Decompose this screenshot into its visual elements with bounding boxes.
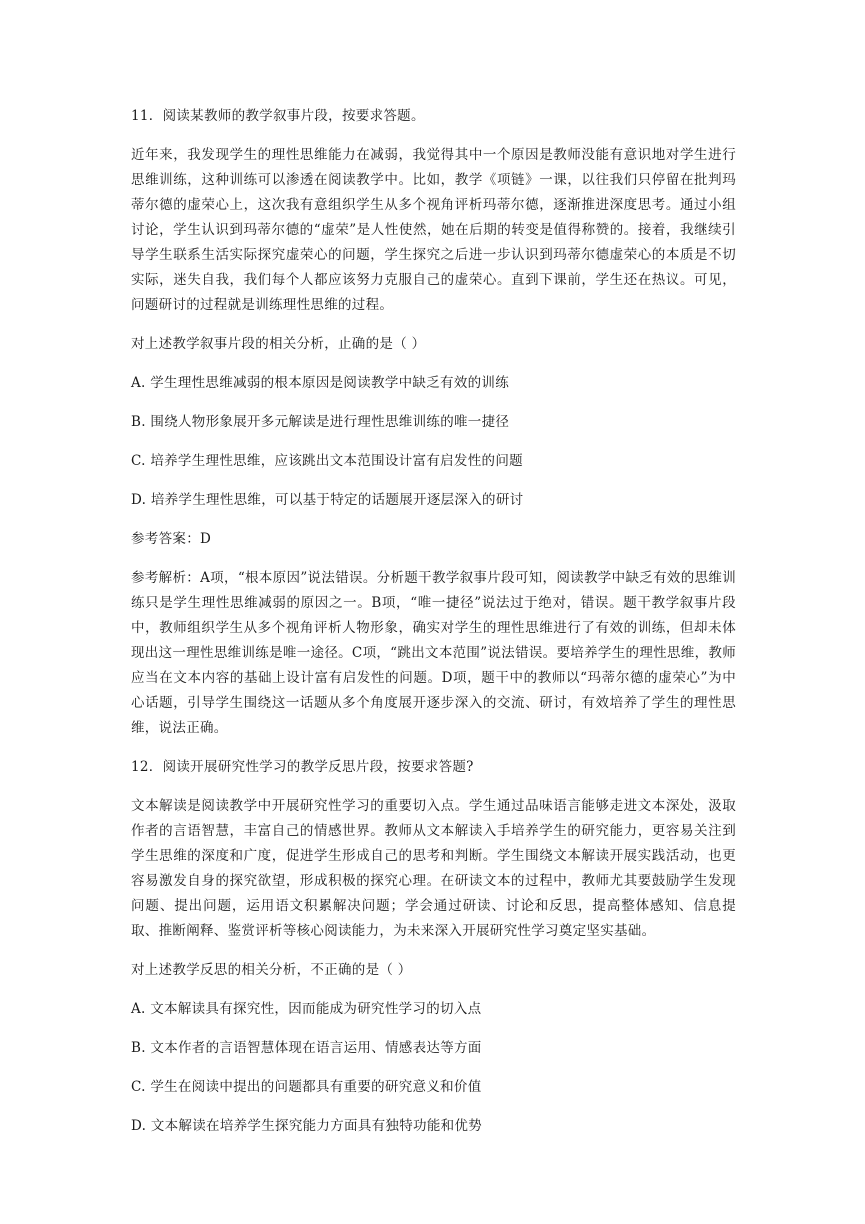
question-12-heading: 12．阅读开展研究性学习的教学反思片段，按要求答题?: [131, 759, 474, 775]
question-12-option-c: C. 学生在阅读中提出的问题都具有重要的研究意义和价值: [131, 1079, 482, 1095]
question-12-option-b: B. 文本作者的言语智慧体现在语言运用、情感表达等方面: [131, 1040, 482, 1056]
question-11-option-d: D. 培养学生理性思维，可以基于特定的话题展开逐层深入的研讨: [131, 492, 524, 508]
question-11-analysis: 参考解析：A项，“根本原因”说法错误。分析题干教学叙事片段可知，阅读教学中缺乏有效的思维训练只是学生理性思维减弱的原因之一。B项，“唯一捷径”说法过于绝对，错误。题干教学叙事片段中，教师组织学生从多个视角评析人物形象，确实对学生的理性思维进行了有效的训练，但却未体现出这一理性思维训练是唯一途径。C项，“跳出文本范围”说法错误。要培养学生的理性思维，教师应当在文本内容的基础上设计富有启发性的问题。D项，题干中的教师以“玛蒂尔德的虚荣心”为中心话题，引导学生围绕这一话题从多个角度展开逐步深入的交流、研讨，有效培养了学生的理性思维，说法正确。: [131, 570, 736, 736]
question-11-option-a: A. 学生理性思维减弱的根本原因是阅读教学中缺乏有效的训练: [131, 375, 510, 391]
question-11-option-b: B. 围绕人物形象展开多元解读是进行理性思维训练的唯一捷径: [131, 414, 510, 430]
question-12-option-d: D. 文本解读在培养学生探究能力方面具有独特功能和优势: [131, 1118, 483, 1134]
question-11-passage: 近年来，我发现学生的理性思维能力在减弱，我觉得其中一个原因是教师没能有意识地对学生进行思维训练，这种训练可以渗透在阅读教学中。比如，教学《项链》一课，以往我们只停留在批判玛蒂尔德的虚荣心上，这次我有意组织学生从多个视角评析玛蒂尔德，逐渐推进深度思考。通过小组讨论，学生认识到玛蒂尔德的“虚荣”是人性使然，她在后期的转变是值得称赞的。接着，我继续引导学生联系生活实际探究虚荣心的问题，学生探究之后进一步认识到玛蒂尔德虚荣心的本质是不切实际，迷失自我，我们每个人都应该努力克服自己的虚荣心。直到下课前，学生还在热议。可见，问题研讨的过程就是训练理性思维的过程。: [131, 147, 736, 313]
question-11-answer: 参考答案：D: [131, 531, 212, 547]
question-11-stem: 对上述教学叙事片段的相关分析，止确的是（ ）: [131, 336, 426, 352]
question-12-passage: 文本解读是阅读教学中开展研究性学习的重要切入点。学生通过品味语言能够走进文本深处，汲取作者的言语智慧，丰富自己的情感世界。教师从文本解读入手培养学生的研究能力，更容易关注到学生思维的深度和广度，促进学生形成自己的思考和判断。学生围绕文本解读开展实践活动，也更容易激发自身的探究欲望，形成积极的探究心理。在研读文本的过程中，教师尤其要鼓励学生发现问题、提出问题，运用语文积累解决问题；学会通过研读、讨论和反思，提高整体感知、信息提取、推断阐释、鉴赏评析等核心阅读能力，为未来深入开展研究性学习奠定坚实基础。: [131, 798, 736, 939]
question-11-option-c: C. 培养学生理性思维，应该跳出文本范围设计富有启发性的问题: [131, 453, 523, 469]
document-page: [131, 104, 736, 1153]
question-11-heading: 11．阅读某教师的教学叙事片段，按要求答题。: [131, 108, 425, 124]
question-12-stem: 对上述教学反思的相关分析，不正确的是（ ）: [131, 962, 412, 978]
question-12-option-a: A. 文本解读具有探究性，因而能成为研究性学习的切入点: [131, 1001, 482, 1017]
